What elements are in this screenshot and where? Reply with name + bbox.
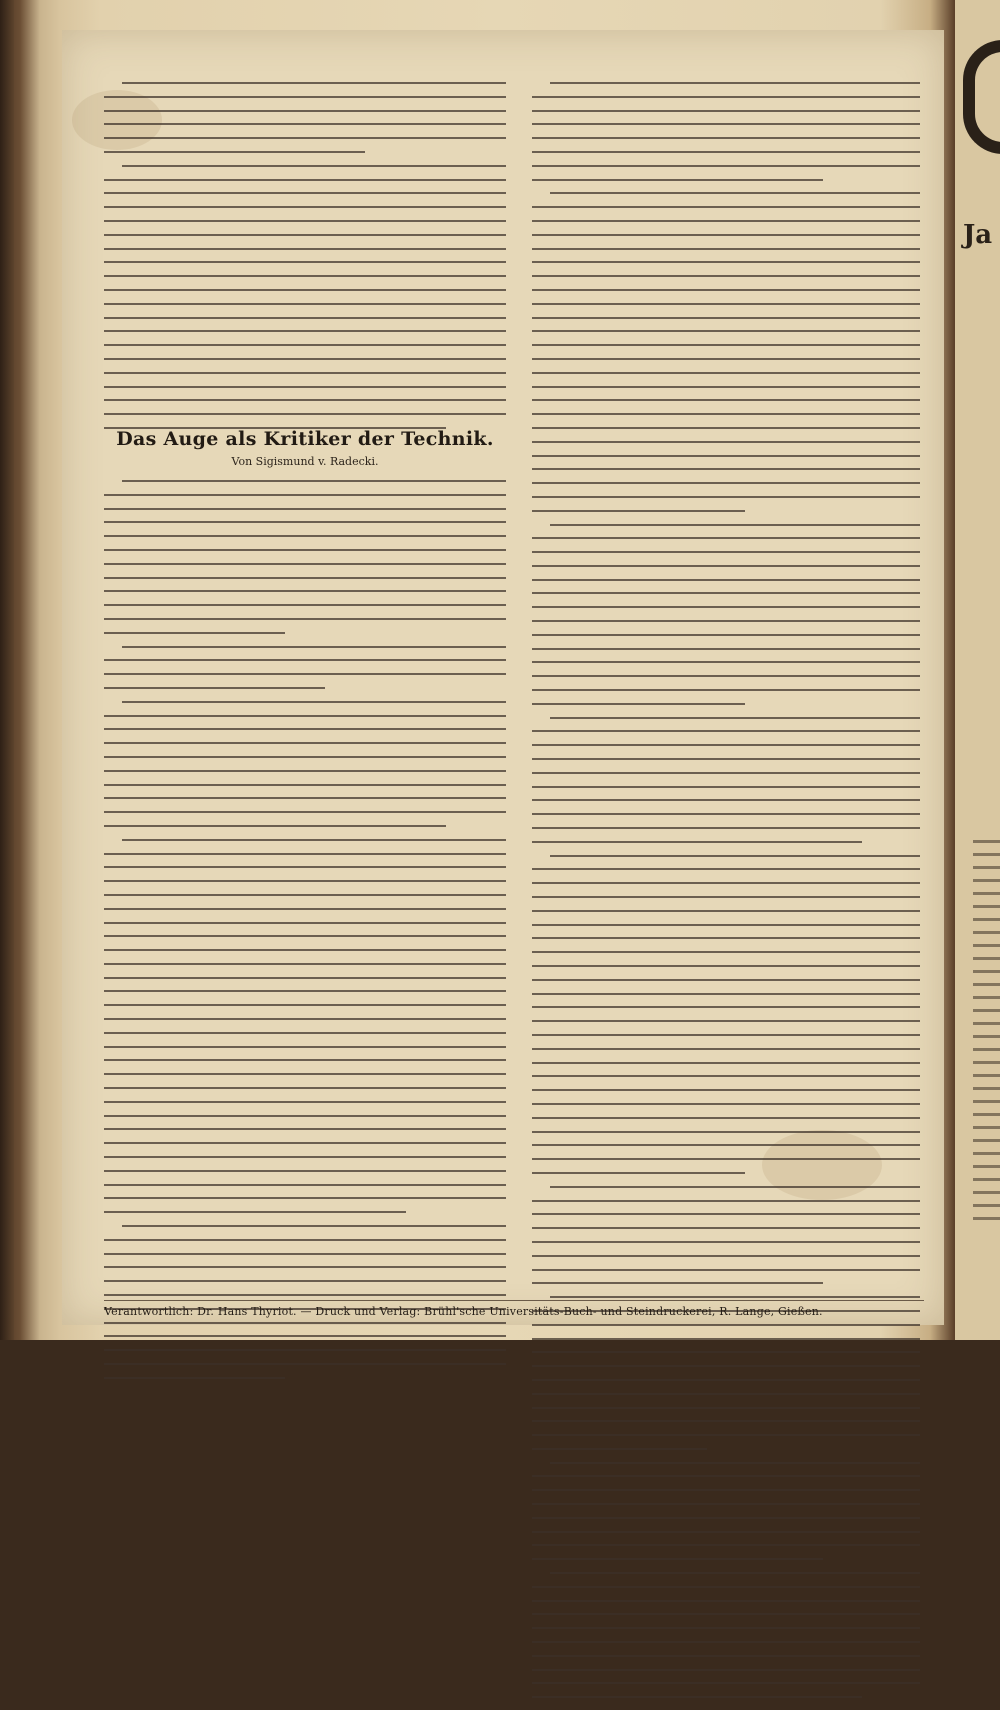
text-line [122, 165, 506, 167]
text-line [104, 742, 506, 744]
text-line [532, 386, 920, 388]
text-line [532, 1544, 920, 1546]
text-line [532, 220, 920, 222]
text-line [122, 701, 506, 703]
right-column-text [532, 82, 920, 1710]
text-line [532, 937, 920, 939]
text-line [532, 1062, 920, 1064]
text-line [532, 1475, 920, 1477]
paragraph [532, 192, 920, 511]
text-line [532, 234, 920, 236]
text-line [104, 1335, 506, 1337]
text-line [104, 1142, 506, 1144]
facing-page-edge [955, 0, 1000, 1340]
text-line [104, 261, 506, 263]
text-line [532, 1641, 920, 1643]
text-line [104, 330, 506, 332]
text-line [532, 1531, 920, 1533]
text-line [532, 289, 920, 291]
text-line [532, 248, 920, 250]
text-line [104, 1059, 506, 1061]
article-title: Das Auge als Kritiker der Technik. [116, 428, 494, 450]
text-line [532, 537, 920, 539]
text-line [104, 317, 506, 319]
text-line [532, 1558, 823, 1560]
left-column-top-text [104, 82, 506, 441]
text-line [532, 910, 920, 912]
text-line [532, 758, 920, 760]
paragraph [532, 717, 920, 843]
text-line [532, 606, 920, 608]
text-line [104, 770, 506, 772]
text-line [104, 1073, 506, 1075]
text-line [104, 1211, 406, 1213]
text-line [532, 1269, 920, 1271]
paragraph [104, 839, 506, 1214]
text-line [104, 922, 506, 924]
text-line [532, 275, 920, 277]
text-line [550, 717, 920, 719]
text-line [532, 165, 920, 167]
text-line [104, 659, 506, 661]
text-line [532, 1200, 920, 1202]
text-line [532, 1393, 920, 1395]
text-line [532, 441, 920, 443]
text-line [104, 715, 506, 717]
text-line [104, 1128, 506, 1130]
text-line [104, 756, 506, 758]
text-line [532, 1407, 920, 1409]
text-line [104, 1280, 506, 1282]
text-line [532, 896, 920, 898]
text-line [532, 579, 920, 581]
text-line [104, 1170, 506, 1172]
text-line [532, 510, 745, 512]
text-line [550, 524, 920, 526]
text-line [532, 468, 920, 470]
text-line [532, 786, 920, 788]
text-line [532, 1034, 920, 1036]
text-line [104, 825, 446, 827]
text-line [532, 1669, 920, 1671]
text-line [532, 330, 920, 332]
text-line [532, 1365, 920, 1367]
text-line [104, 949, 506, 951]
text-line [104, 303, 506, 305]
text-line [532, 1241, 920, 1243]
text-line [532, 689, 920, 691]
text-line [532, 1420, 920, 1422]
text-line [104, 728, 506, 730]
text-line [104, 1294, 506, 1296]
text-line [104, 632, 285, 634]
text-line [532, 799, 920, 801]
text-line [104, 1349, 506, 1351]
article-byline: Von Sigismund v. Radecki. [231, 455, 379, 468]
text-line [104, 977, 506, 979]
text-line [532, 634, 920, 636]
text-line [532, 303, 920, 305]
text-line [104, 110, 506, 112]
text-line [122, 839, 506, 841]
paragraph [104, 646, 506, 689]
text-line [104, 990, 506, 992]
facing-page-large-letter [963, 40, 1000, 154]
text-line [104, 935, 506, 937]
text-line [104, 604, 506, 606]
text-line [532, 1048, 920, 1050]
text-line [532, 993, 920, 995]
text-line [104, 687, 325, 689]
paragraph [532, 82, 920, 181]
text-line [104, 563, 506, 565]
text-line [104, 1087, 506, 1089]
text-line [532, 1006, 920, 1008]
text-line [532, 1131, 920, 1133]
text-line [532, 1351, 920, 1353]
text-line [104, 137, 506, 139]
text-line [532, 206, 920, 208]
text-line [532, 1434, 920, 1436]
paragraph [532, 855, 920, 1174]
paragraph [104, 82, 506, 153]
text-line [532, 179, 823, 181]
text-line [532, 841, 862, 843]
text-line [550, 1462, 920, 1464]
text-line [532, 1613, 920, 1615]
text-line [104, 275, 506, 277]
text-line [532, 565, 920, 567]
text-line [104, 894, 506, 896]
text-line [532, 1020, 920, 1022]
text-line [532, 137, 920, 139]
text-line [532, 1158, 920, 1160]
text-line [532, 261, 920, 263]
text-line [532, 427, 920, 429]
text-line [104, 1184, 506, 1186]
text-line [104, 880, 506, 882]
text-line [532, 1324, 920, 1326]
text-line [532, 1627, 920, 1629]
text-line [104, 494, 506, 496]
text-line [532, 1503, 920, 1505]
text-line [104, 1239, 506, 1241]
text-line [532, 772, 920, 774]
text-line [104, 577, 506, 579]
text-line [104, 358, 506, 360]
paragraph [104, 165, 506, 429]
text-line [532, 96, 920, 98]
text-line [104, 1197, 506, 1199]
text-line [104, 535, 506, 537]
paragraph [104, 701, 506, 827]
text-line [104, 673, 506, 675]
text-line [104, 853, 506, 855]
text-line [532, 358, 920, 360]
text-line [532, 924, 920, 926]
text-line [104, 123, 506, 125]
text-line [532, 1255, 920, 1257]
text-line [532, 372, 920, 374]
text-line [104, 866, 506, 868]
text-line [104, 908, 506, 910]
text-line [532, 1338, 920, 1340]
text-line [104, 1046, 506, 1048]
paragraph [532, 1296, 920, 1450]
text-line [122, 646, 506, 648]
text-line [104, 151, 365, 153]
text-line [104, 784, 506, 786]
text-line [532, 399, 920, 401]
text-line [550, 192, 920, 194]
text-line [104, 1156, 506, 1158]
text-line [532, 1586, 920, 1588]
text-line [532, 1075, 920, 1077]
text-line [122, 1225, 506, 1227]
text-line [532, 703, 745, 705]
text-line [532, 813, 920, 815]
text-line [104, 811, 506, 813]
text-line [122, 480, 506, 482]
text-line [104, 344, 506, 346]
text-line [104, 618, 506, 620]
text-line [104, 1032, 506, 1034]
text-line [104, 1377, 285, 1379]
text-line [532, 951, 920, 953]
text-line [104, 1253, 506, 1255]
text-line [550, 82, 920, 84]
paragraph [532, 1462, 920, 1561]
text-line [532, 151, 920, 153]
text-line [104, 1363, 506, 1365]
text-line [104, 386, 506, 388]
text-line [532, 1282, 823, 1284]
text-line [550, 1296, 920, 1298]
text-line [532, 1379, 920, 1381]
text-line [532, 620, 920, 622]
text-line [532, 1682, 920, 1684]
text-line [104, 206, 506, 208]
facing-page-text-fragments [973, 830, 1000, 1230]
text-line [104, 372, 506, 374]
paragraph [104, 480, 506, 634]
text-line [104, 549, 506, 551]
text-line [532, 110, 920, 112]
text-line [532, 882, 920, 884]
left-column-article-text [104, 480, 506, 1391]
text-line [532, 979, 920, 981]
text-line [104, 508, 506, 510]
text-line [104, 413, 506, 415]
text-line [532, 1489, 920, 1491]
text-line [532, 1103, 920, 1105]
text-line [532, 123, 920, 125]
text-line [104, 797, 506, 799]
paragraph [532, 1572, 920, 1698]
text-line [104, 963, 506, 965]
printer-imprint: Verantwortlich: Dr. Hans Thyriot. — Druck und Verlag: Brühl'sche Universitäts-Buch- und Steindruckerei, R. Lange, Gießen. [104, 1300, 924, 1318]
text-line [104, 399, 506, 401]
paragraph [532, 1186, 920, 1285]
text-line [104, 590, 506, 592]
text-line [532, 675, 920, 677]
text-line [104, 1115, 506, 1117]
text-line [532, 1696, 862, 1698]
text-line [532, 1089, 920, 1091]
text-line [104, 96, 506, 98]
text-line [532, 1448, 707, 1450]
text-line [550, 855, 920, 857]
text-line [532, 1517, 920, 1519]
text-line [550, 1572, 920, 1574]
text-line [532, 1172, 745, 1174]
text-line [104, 1018, 506, 1020]
text-line [532, 1655, 920, 1657]
text-line [532, 344, 920, 346]
text-line [532, 648, 920, 650]
text-line [532, 317, 920, 319]
text-line [532, 496, 920, 498]
text-line [104, 220, 506, 222]
book-binding-edge [0, 0, 14, 1340]
text-line [104, 192, 506, 194]
text-line [532, 661, 920, 663]
text-line [532, 1213, 920, 1215]
text-line [104, 521, 506, 523]
facing-page-heading-fragment: Ja [963, 220, 993, 250]
text-line [550, 1186, 920, 1188]
text-line [104, 289, 506, 291]
text-line [532, 413, 920, 415]
text-line [532, 551, 920, 553]
paragraph [532, 524, 920, 705]
text-line [104, 1266, 506, 1268]
text-line [532, 827, 920, 829]
text-line [104, 1004, 506, 1006]
text-line [122, 82, 506, 84]
text-line [532, 1600, 920, 1602]
text-line [104, 1101, 506, 1103]
text-line [532, 482, 920, 484]
text-line [532, 868, 920, 870]
text-line [104, 1322, 506, 1324]
text-line [532, 965, 920, 967]
text-line [104, 179, 506, 181]
text-line [532, 592, 920, 594]
text-line [532, 730, 920, 732]
text-line [532, 1117, 920, 1119]
text-line [532, 744, 920, 746]
text-line [532, 1144, 920, 1146]
text-line [532, 1227, 920, 1229]
text-line [104, 234, 506, 236]
text-line [104, 248, 506, 250]
text-line [532, 455, 920, 457]
